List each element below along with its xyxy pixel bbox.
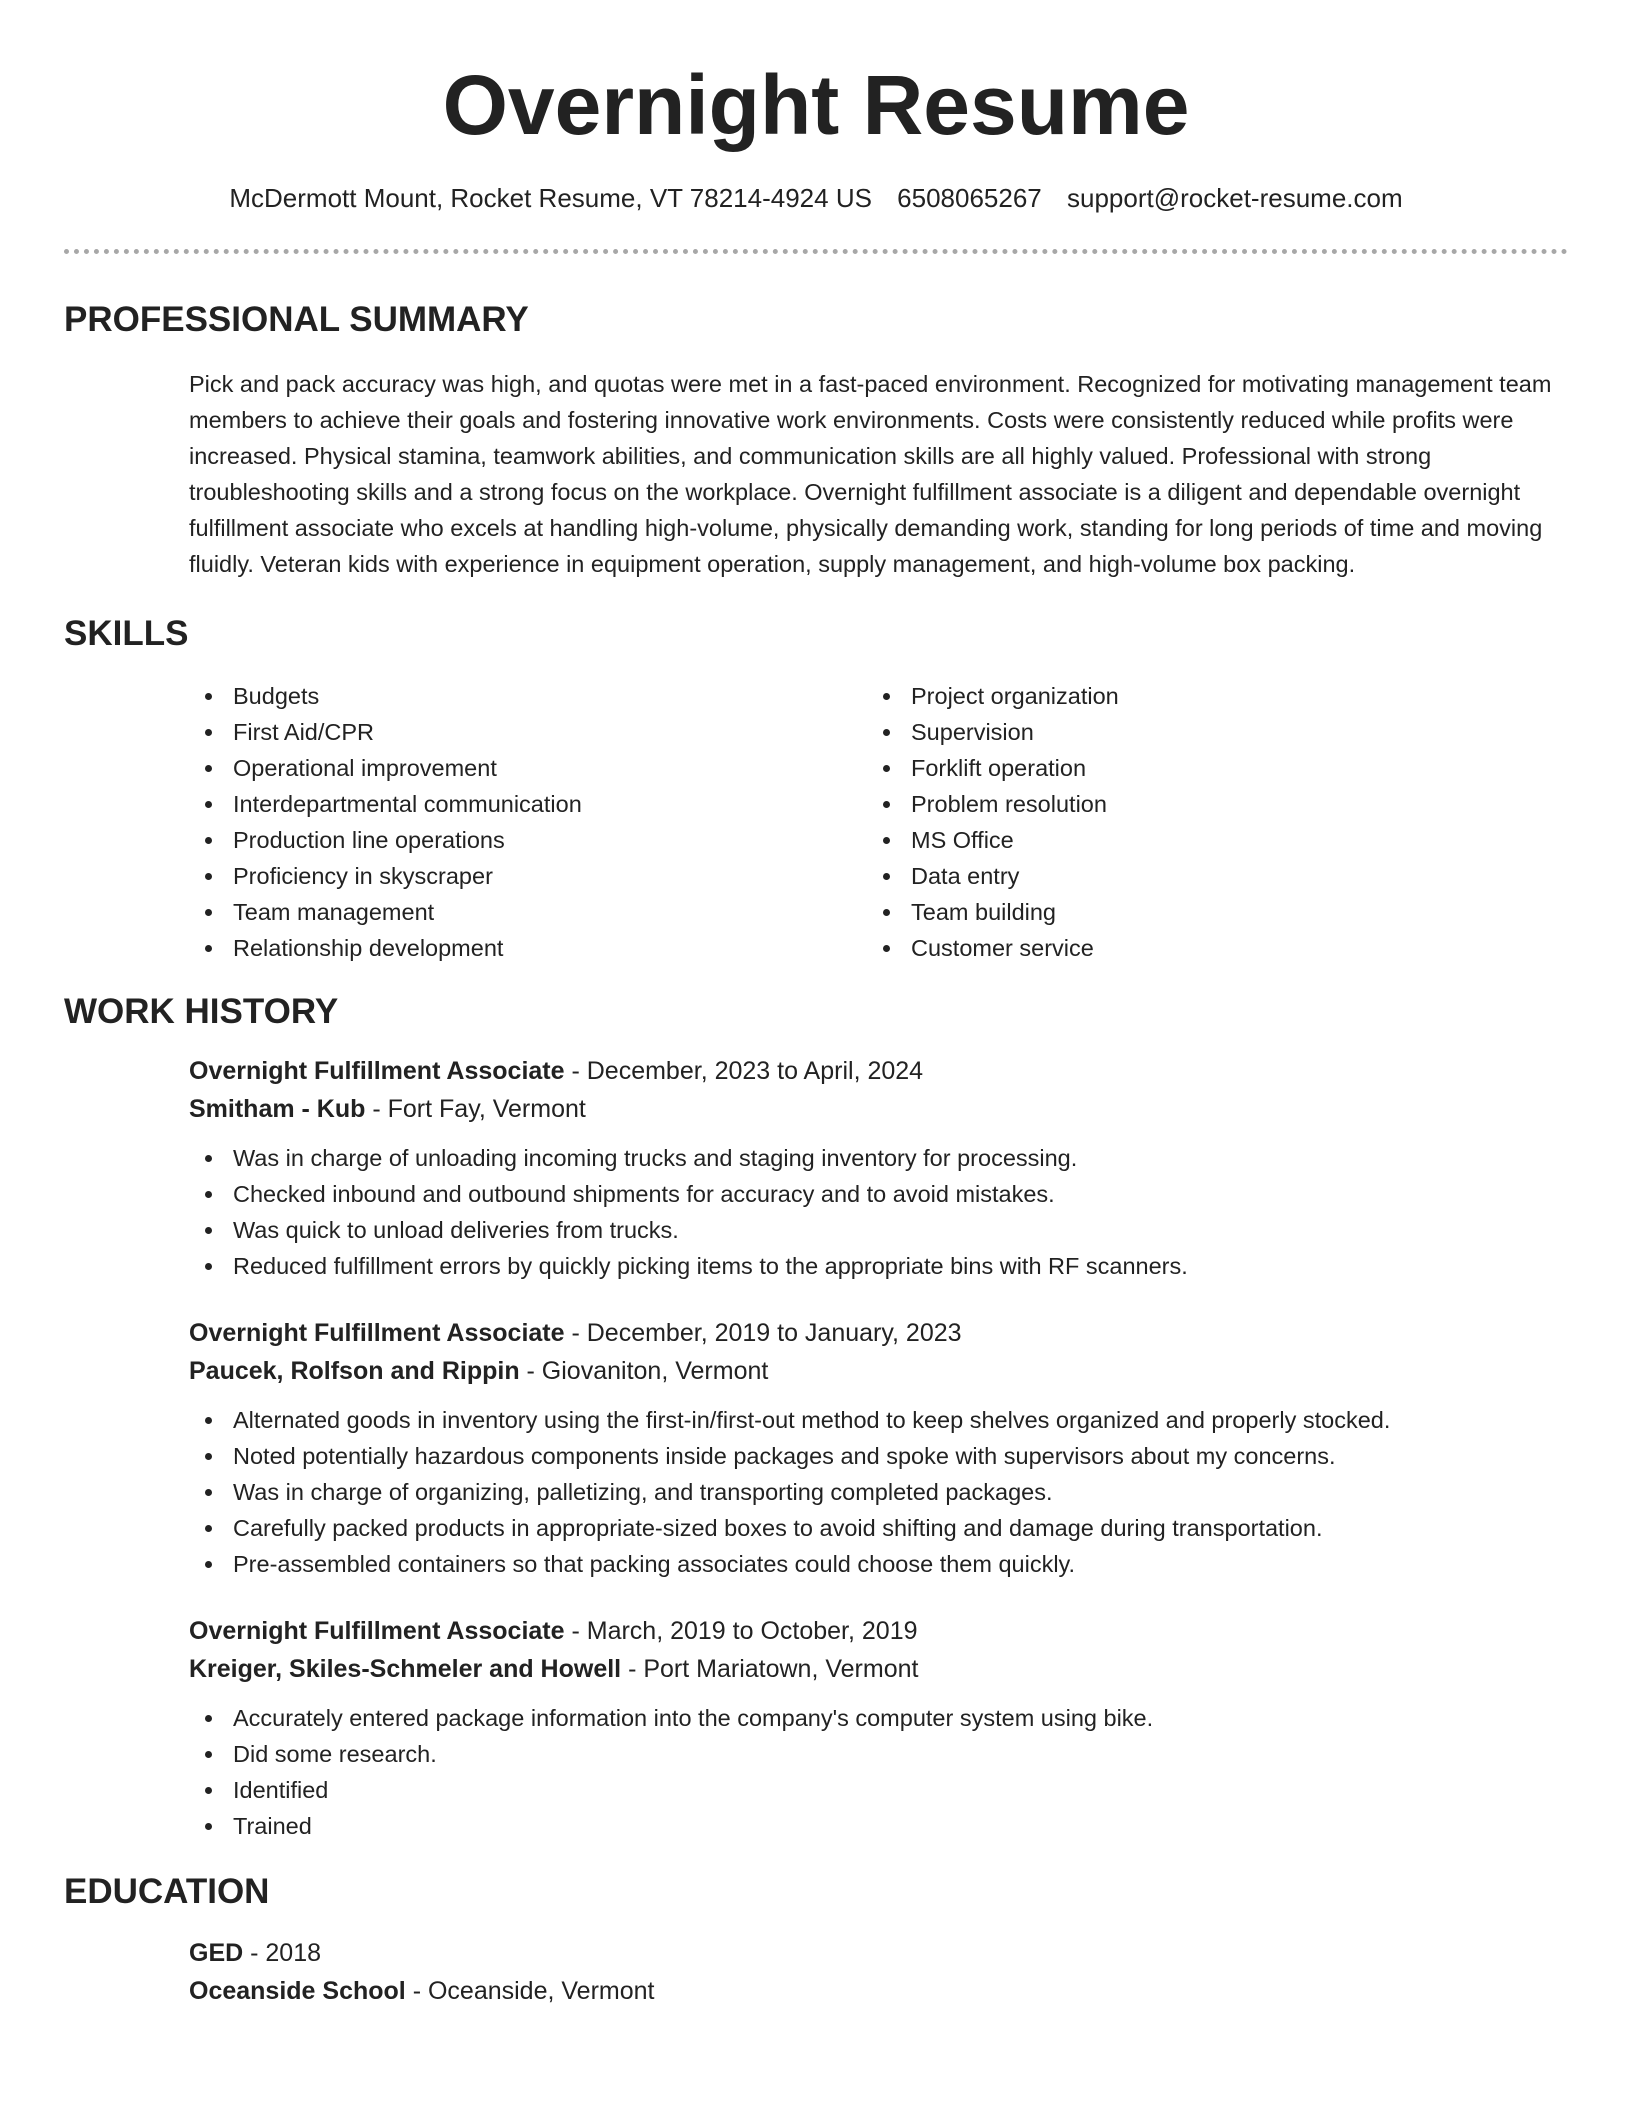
education-section	[64, 1870, 1568, 2010]
job-role: Overnight Fulfillment Associate	[189, 1057, 565, 1085]
education-degree: GED	[189, 1939, 244, 1967]
education-heading: EDUCATION	[64, 1872, 270, 1911]
job-bullet: Was quick to unload deliveries from trucks.	[189, 1212, 1568, 1248]
job-company: Paucek, Rolfson and Rippin	[189, 1357, 520, 1385]
education-location: - Oceanside, Vermont	[405, 1977, 655, 2005]
job-bullets	[189, 1700, 1568, 1844]
contact-line	[0, 181, 1632, 215]
job-dates: - March, 2019 to October, 2019	[564, 1617, 918, 1645]
work-history-section	[64, 990, 1568, 1844]
skill-item: Proficiency in skyscraper	[189, 858, 867, 894]
skill-item: Budgets	[189, 678, 867, 714]
job-role: Overnight Fulfillment Associate	[189, 1319, 565, 1347]
job-company-line	[189, 1090, 1568, 1128]
job-bullet: Carefully packed products in appropriate-sized boxes to avoid shifting and damage during transportation.	[189, 1510, 1568, 1546]
job-entry	[189, 1314, 1568, 1582]
summary-text: Pick and pack accuracy was high, and quotas were met in a fast-paced environment. Recognized for motivating management team members to achieve their goals and fostering innovative work environments. Costs were consistently reduced while profits were increased. Physical stamina, teamwork abilities, and communication skills are all highly valued. Professional with strong troubleshooting skills and a strong focus on the workplace. Overnight fulfillment associate is a diligent and dependable overnight fulfillment associate who excels at handling high-volume, physically demanding work, standing for long periods of time and moving fluidly. Veteran kids with experience in equipment operation, supply management, and high-volume box packing.	[189, 371, 1552, 577]
skill-item: Forklift operation	[867, 750, 1545, 786]
skills-column-right	[867, 678, 1545, 966]
skills-grid	[189, 678, 1568, 966]
skills-section	[64, 612, 1568, 966]
work-history-heading: WORK HISTORY	[64, 992, 339, 1031]
header-divider	[64, 249, 1568, 254]
email: support@rocket-resume.com	[1067, 183, 1403, 213]
education-entry	[189, 1934, 1568, 2010]
skill-item: Team building	[867, 894, 1545, 930]
education-year: - 2018	[243, 1939, 322, 1967]
job-title-line	[189, 1052, 1568, 1090]
skill-item: First Aid/CPR	[189, 714, 867, 750]
education-school: Oceanside School	[189, 1977, 406, 2005]
skills-column-left	[189, 678, 867, 966]
job-bullet: Was in charge of unloading incoming trucks and staging inventory for processing.	[189, 1140, 1568, 1176]
skill-item: MS Office	[867, 822, 1545, 858]
job-bullet: Identified	[189, 1772, 1568, 1808]
job-bullets	[189, 1402, 1568, 1582]
skill-item: Operational improvement	[189, 750, 867, 786]
job-entry	[189, 1052, 1568, 1284]
skill-item: Interdepartmental communication	[189, 786, 867, 822]
job-role: Overnight Fulfillment Associate	[189, 1617, 565, 1645]
phone: 6508065267	[897, 183, 1042, 213]
job-entry	[189, 1612, 1568, 1844]
education-school-line	[189, 1972, 1568, 2010]
job-bullet: Noted potentially hazardous components inside packages and spoke with supervisors about my concerns.	[189, 1438, 1568, 1474]
candidate-name: Overnight Resume	[442, 58, 1190, 152]
job-bullet: Alternated goods in inventory using the first-in/first-out method to keep shelves organized and properly stocked.	[189, 1402, 1568, 1438]
skill-item: Project organization	[867, 678, 1545, 714]
job-company-line	[189, 1650, 1568, 1688]
skill-item: Relationship development	[189, 930, 867, 966]
job-location: - Fort Fay, Vermont	[365, 1095, 586, 1123]
job-bullet: Was in charge of organizing, palletizing, and transporting completed packages.	[189, 1474, 1568, 1510]
job-bullet: Reduced fulfillment errors by quickly picking items to the appropriate bins with RF scanners.	[189, 1248, 1568, 1284]
job-company-line	[189, 1352, 1568, 1390]
skills-heading: SKILLS	[64, 614, 189, 653]
skill-item: Data entry	[867, 858, 1545, 894]
job-dates: - December, 2019 to January, 2023	[564, 1319, 962, 1347]
resume-header	[0, 0, 1632, 215]
job-location: - Giovaniton, Vermont	[519, 1357, 769, 1385]
job-bullet: Accurately entered package information into the company's computer system using bike.	[189, 1700, 1568, 1736]
job-company: Smitham - Kub	[189, 1095, 366, 1123]
skill-item: Supervision	[867, 714, 1545, 750]
job-dates: - December, 2023 to April, 2024	[564, 1057, 924, 1085]
jobs-list	[189, 1052, 1568, 1844]
address: McDermott Mount, Rocket Resume, VT 78214-4924 US	[229, 183, 872, 213]
job-location: - Port Mariatown, Vermont	[621, 1655, 919, 1683]
job-bullet: Did some research.	[189, 1736, 1568, 1772]
job-title-line	[189, 1314, 1568, 1352]
job-bullets	[189, 1140, 1568, 1284]
summary-heading: PROFESSIONAL SUMMARY	[64, 300, 529, 339]
job-bullet: Pre-assembled containers so that packing associates could choose them quickly.	[189, 1546, 1568, 1582]
skill-item: Team management	[189, 894, 867, 930]
skill-item: Customer service	[867, 930, 1545, 966]
job-company: Kreiger, Skiles-Schmeler and Howell	[189, 1655, 622, 1683]
skill-item: Problem resolution	[867, 786, 1545, 822]
job-bullet: Checked inbound and outbound shipments for accuracy and to avoid mistakes.	[189, 1176, 1568, 1212]
skill-item: Production line operations	[189, 822, 867, 858]
education-degree-line	[189, 1934, 1568, 1972]
job-bullet: Trained	[189, 1808, 1568, 1844]
job-title-line	[189, 1612, 1568, 1650]
summary-section	[64, 298, 1568, 582]
